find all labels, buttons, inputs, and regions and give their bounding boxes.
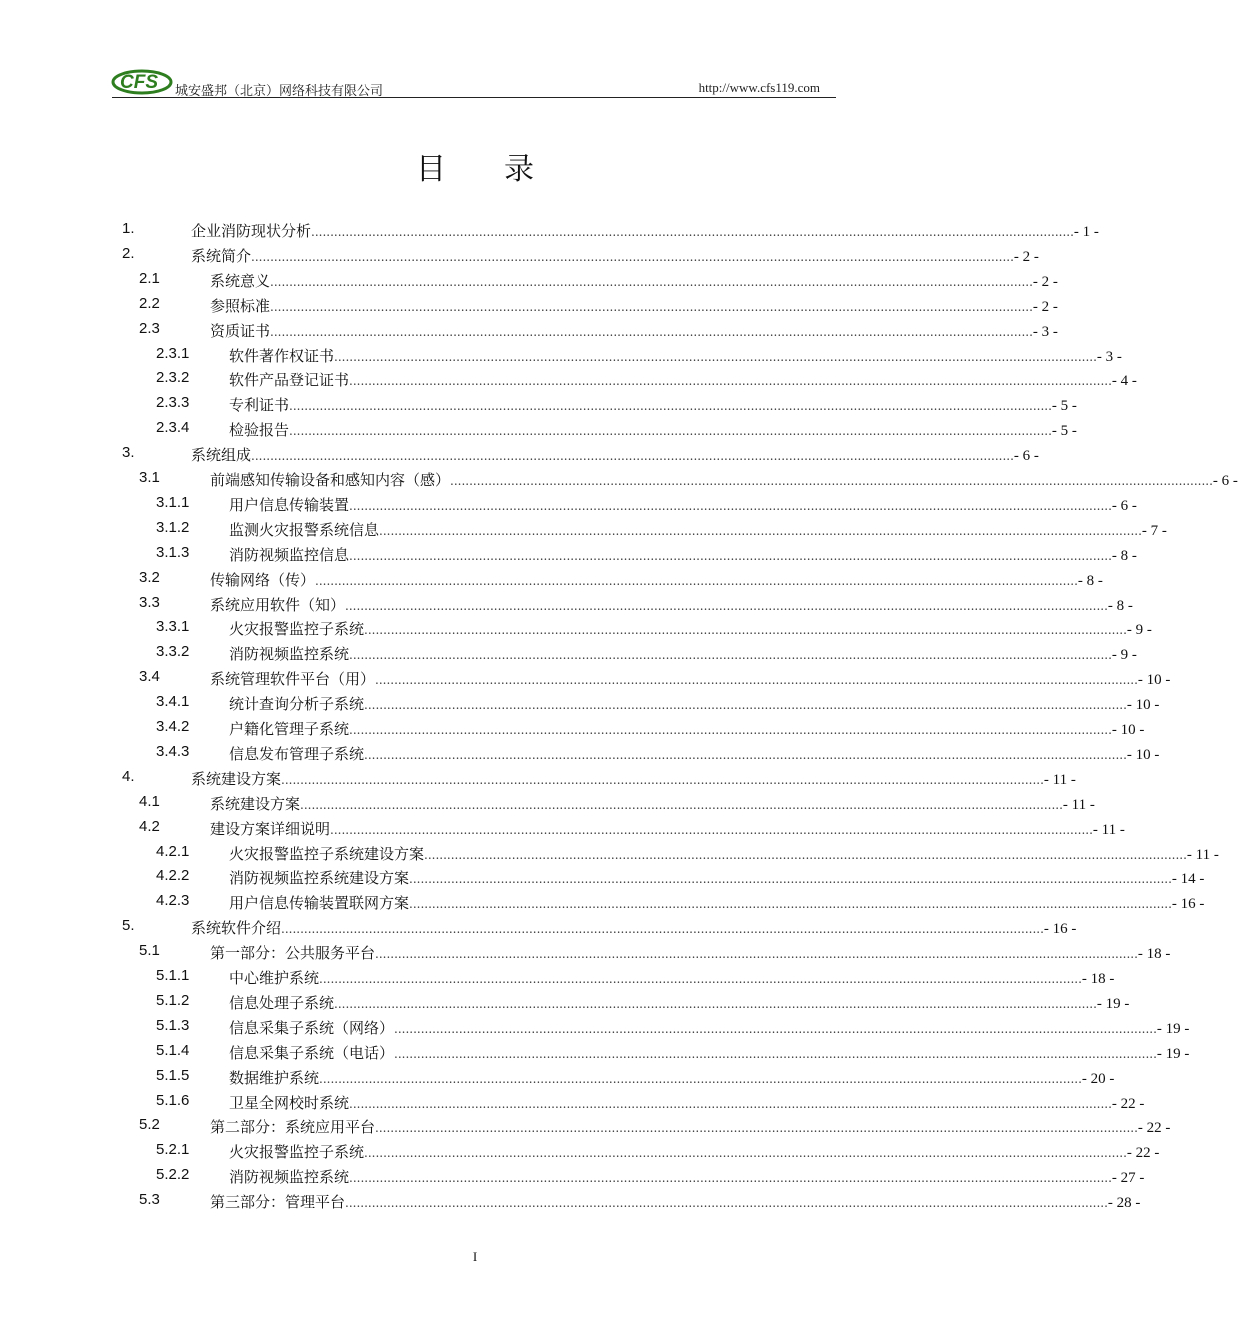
toc-entry-number: 5.2.1 (156, 1141, 190, 1159)
toc-entry[interactable] (0, 990, 1130, 1014)
toc-entry-title: 参照标准 (210, 296, 271, 315)
toc-entry[interactable] (0, 417, 1077, 441)
toc-dot-leader: ........................................................................................................................................................................................................ (450, 474, 1213, 488)
toc-entry-number: 5.1.4 (156, 1041, 190, 1059)
toc-entry[interactable] (0, 542, 1137, 566)
toc-entry-page: - 11 - (1186, 846, 1219, 863)
toc-dot-leader: ........................................................................................................................................................................................................ (375, 673, 1138, 688)
toc-entry-number: 4.2.3 (156, 892, 190, 910)
toc-dot-leader: ........................................................................................................................................................................................................ (364, 623, 1127, 638)
toc-entry-page: - 4 - (1111, 373, 1137, 390)
toc-entry[interactable] (0, 616, 1152, 640)
toc-entry-number: 3.2 (139, 568, 160, 586)
toc-entry[interactable] (0, 1040, 1190, 1064)
toc-entry[interactable] (0, 592, 1133, 616)
toc-dot-leader: ........................................................................................................................................................................................................ (349, 648, 1112, 663)
toc-entry-page: - 1 - (1073, 224, 1099, 240)
toc-dot-leader: ........................................................................................................................................................................................................ (270, 274, 1033, 289)
toc-dot-leader: ........................................................................................................................................................................................................ (375, 947, 1138, 962)
toc-entry-number: 2.3.4 (156, 419, 190, 437)
toc-entry-page: - 10 - (1126, 746, 1160, 763)
toc-entry-title: 系统组成 (191, 446, 252, 465)
toc-entry[interactable] (0, 641, 1137, 665)
toc-dot-leader: ........................................................................................................................................................................................................ (375, 1121, 1138, 1136)
toc-entry-number: 3.3.1 (156, 618, 190, 636)
toc-entry[interactable] (0, 965, 1115, 989)
page-number: I (472, 1249, 478, 1264)
toc-entry-page: - 16 - (1043, 921, 1077, 938)
toc-entry-page: - 5 - (1051, 423, 1077, 440)
toc-entry[interactable] (0, 218, 1099, 242)
toc-entry-title: 火灾报警监控子系统 (229, 1143, 365, 1162)
toc-entry-number: 3.4 (139, 668, 160, 686)
toc-dot-leader: ........................................................................................................................................................................................................ (251, 249, 1014, 264)
toc-entry-number: 3.1.3 (156, 543, 190, 561)
toc-entry-number: 4.1 (139, 792, 160, 810)
toc-entry-title: 系统建设方案 (191, 769, 282, 788)
toc-entry-title: 消防视频监控系统 (229, 645, 350, 664)
toc-entry-number: 3.1.1 (156, 493, 190, 511)
toc-entry-title: 信息发布管理子系统 (229, 744, 365, 763)
toc-entry-title: 户籍化管理子系统 (229, 720, 350, 738)
toc-entry-page: - 8 - (1077, 572, 1103, 589)
toc-entry-title: 信息处理子系统 (229, 993, 335, 1012)
toc-entry-title: 第一部分：公共服务平台 (210, 944, 376, 963)
toc-entry-number: 5.1.6 (156, 1091, 190, 1109)
toc-entry[interactable] (0, 517, 1167, 541)
toc-entry-page: - 19 - (1156, 1020, 1190, 1037)
toc-entry-page: - 20 - (1081, 1070, 1115, 1087)
toc-entry-number: 1. (122, 220, 135, 237)
toc-entry-title: 监测火灾报警系统信息 (229, 520, 380, 539)
toc-dot-leader: ........................................................................................................................................................................................................ (289, 399, 1052, 414)
toc-entry[interactable] (0, 343, 1122, 367)
toc-entry-page: - 11 - (1062, 796, 1095, 813)
toc-entry-page: - 7 - (1141, 522, 1167, 539)
toc-dot-leader: ........................................................................................................................................................................................................ (349, 548, 1112, 563)
toc-dot-leader: ........................................................................................................................................................................................................ (349, 498, 1112, 513)
toc-entry-page: - 10 - (1111, 722, 1145, 738)
toc-dot-leader: ........................................................................................................................................................................................................ (270, 299, 1033, 314)
toc-entry-number: 5.1.2 (156, 991, 190, 1009)
toc-entry[interactable] (0, 865, 1205, 889)
toc-dot-leader: ........................................................................................................................................................................................................ (349, 1096, 1112, 1111)
toc-entry-number: 4. (122, 767, 135, 785)
toc-entry[interactable] (0, 716, 1145, 740)
toc-entry-page: - 22 - (1126, 1145, 1160, 1162)
toc-entry-title: 检验报告 (229, 421, 290, 440)
toc-entry-number: 2.3 (139, 319, 160, 337)
toc-entry[interactable] (0, 492, 1137, 516)
toc-entry[interactable] (0, 791, 1095, 815)
toc-entry-number: 2.3.3 (156, 394, 190, 412)
toc-entry-title: 火灾报警监控子系统 (229, 620, 365, 639)
toc-entry-number: 4.2 (139, 817, 160, 835)
toc-entry-page: - 10 - (1126, 697, 1160, 714)
toc-dot-leader: ........................................................................................................................................................................................................ (270, 324, 1033, 339)
company-url[interactable]: http://www.cfs119.com (698, 80, 820, 95)
toc-entry-page: - 3 - (1032, 323, 1058, 340)
toc-dot-leader: ........................................................................................................................................................................................................ (334, 996, 1097, 1011)
toc-entry-page: - 10 - (1137, 672, 1171, 689)
toc-entry-title: 资质证书 (210, 321, 271, 340)
toc-entry-title: 消防视频监控系统 (229, 1168, 350, 1187)
toc-entry[interactable] (0, 567, 1103, 591)
toc-entry-number: 2.2 (139, 294, 160, 312)
toc-entry-title: 火灾报警监控子系统建设方案 (229, 844, 425, 863)
toc-entry-number: 5.1.3 (156, 1016, 190, 1034)
toc-entry[interactable] (0, 1015, 1190, 1039)
toc-entry-page: - 2 - (1013, 248, 1039, 265)
toc-dot-leader: ........................................................................................................................................................................................................ (319, 1071, 1082, 1086)
toc-entry-page: - 9 - (1111, 647, 1137, 664)
toc-entry-page: - 6 - (1013, 448, 1039, 465)
toc-dot-leader: ........................................................................................................................................................................................................ (251, 449, 1014, 464)
toc-entry[interactable] (0, 841, 1219, 865)
toc-entry[interactable] (0, 816, 1125, 840)
cfs-logo (112, 66, 182, 96)
page-title: 目录 (416, 152, 592, 187)
toc-entry[interactable] (0, 666, 1171, 690)
toc-entry[interactable] (0, 1090, 1145, 1114)
toc-dot-leader: ........................................................................................................................................................................................................ (349, 1171, 1112, 1186)
toc-entry[interactable] (0, 1114, 1171, 1138)
toc-entry-title: 统计查询分析子系统 (229, 695, 365, 714)
header-rule (112, 97, 836, 98)
toc-entry-page: - 2 - (1032, 273, 1058, 290)
toc-entry-number: 3.4.1 (156, 693, 190, 711)
toc-entry-title: 前端感知传输设备和感知内容（感） (210, 471, 451, 489)
toc-dot-leader: ........................................................................................................................................................................................................ (349, 723, 1112, 737)
toc-dot-leader: ........................................................................................................................................................................................................ (394, 1021, 1157, 1036)
toc-entry[interactable] (0, 741, 1160, 765)
toc-dot-leader: ........................................................................................................................................................................................................ (334, 349, 1097, 364)
toc-entry-title: 消防视频监控系统建设方案 (229, 869, 410, 888)
toc-entry[interactable] (0, 766, 1076, 790)
toc-entry-number: 5.1.5 (156, 1066, 190, 1084)
toc-entry[interactable] (0, 1139, 1160, 1163)
toc-entry-page: - 18 - (1137, 946, 1171, 963)
toc-entry-title: 系统意义 (210, 271, 271, 290)
toc-entry-title: 软件产品登记证书 (229, 371, 350, 390)
toc-entry-page: - 19 - (1156, 1045, 1190, 1062)
toc-entry-title: 数据维护系统 (229, 1068, 320, 1087)
toc-entry-number: 4.2.1 (156, 842, 190, 860)
toc-entry-number: 3.3.2 (156, 643, 190, 661)
toc-entry-page: - 18 - (1081, 971, 1115, 987)
toc-entry-title: 消防视频监控信息 (229, 545, 350, 564)
toc-entry-title: 建设方案详细说明 (210, 819, 331, 838)
toc-entry-page: - 28 - (1107, 1195, 1141, 1212)
toc-dot-leader: ........................................................................................................................................................................................................ (300, 797, 1063, 812)
toc-entry[interactable] (0, 442, 1039, 466)
toc-entry-title: 系统简介 (191, 246, 252, 265)
toc-dot-leader: ........................................................................................................................................................................................................ (364, 1146, 1127, 1161)
toc-dot-leader: ........................................................................................................................................................................................................ (319, 972, 1082, 986)
toc-entry-number: 5.3 (139, 1191, 160, 1209)
toc-entry[interactable] (0, 1164, 1145, 1188)
toc-entry-number: 5. (122, 917, 135, 935)
toc-dot-leader: ........................................................................................................................................................................................................ (281, 772, 1044, 787)
toc-entry-number: 5.2.2 (156, 1166, 190, 1184)
toc-entry[interactable] (0, 293, 1058, 317)
toc-dot-leader: ........................................................................................................................................................................................................ (394, 1046, 1157, 1061)
toc-entry-number: 2.3.2 (156, 369, 190, 387)
toc-entry-title: 中心维护系统 (229, 969, 320, 987)
toc-dot-leader: ........................................................................................................................................................................................................ (315, 573, 1078, 588)
toc-dot-leader: ........................................................................................................................................................................................................ (379, 523, 1142, 538)
toc-entry[interactable] (0, 940, 1171, 964)
toc-dot-leader: ........................................................................................................................................................................................................ (311, 225, 1074, 239)
toc-entry-number: 5.2 (139, 1116, 160, 1134)
toc-entry-title: 信息采集子系统（网络） (229, 1018, 395, 1037)
toc-entry-page: - 6 - (1212, 473, 1238, 489)
toc-entry-page: - 8 - (1107, 597, 1133, 614)
toc-dot-leader: ........................................................................................................................................................................................................ (364, 747, 1127, 762)
toc-entry-title: 卫星全网校时系统 (229, 1093, 350, 1112)
toc-dot-leader: ........................................................................................................................................................................................................ (364, 698, 1127, 713)
toc-entry-title: 专利证书 (229, 396, 290, 415)
toc-entry-page: - 22 - (1111, 1095, 1145, 1112)
toc-dot-leader: ........................................................................................................................................................................................................ (345, 598, 1108, 613)
toc-dot-leader: ........................................................................................................................................................................................................ (424, 847, 1187, 862)
toc-entry[interactable] (0, 243, 1039, 267)
toc-entry-title: 第二部分：系统应用平台 (210, 1118, 376, 1137)
toc-entry[interactable] (0, 367, 1137, 391)
toc-entry-page: - 11 - (1043, 771, 1076, 788)
toc-entry-page: - 2 - (1032, 298, 1058, 315)
toc-entry-page: - 6 - (1111, 497, 1137, 514)
svg-text:CFS: CFS (120, 72, 158, 93)
toc-entry-page: - 22 - (1137, 1120, 1171, 1137)
toc-entry-page: - 9 - (1126, 622, 1152, 639)
toc-entry-page: - 27 - (1111, 1170, 1145, 1187)
toc-entry-title: 用户信息传输装置 (229, 495, 350, 514)
toc-entry-number: 3.3 (139, 593, 160, 611)
toc-entry[interactable] (0, 890, 1205, 914)
toc-entry[interactable] (0, 268, 1058, 292)
toc-entry-title: 企业消防现状分析 (191, 222, 312, 240)
toc-entry-page: - 16 - (1171, 896, 1205, 913)
page-header (112, 66, 836, 98)
toc-entry-title: 第三部分：管理平台 (210, 1193, 346, 1212)
toc-entry-number: 2.1 (139, 269, 160, 287)
toc-dot-leader: ........................................................................................................................................................................................................ (330, 822, 1093, 837)
toc-entry-title: 传输网络（传） (210, 570, 316, 589)
toc-entry[interactable] (0, 1189, 1141, 1213)
toc-entry-number: 5.1.1 (156, 967, 190, 984)
toc-entry[interactable] (0, 318, 1058, 342)
toc-entry-title: 系统建设方案 (210, 794, 301, 813)
toc-entry[interactable] (0, 392, 1077, 416)
toc-entry-number: 4.2.2 (156, 867, 190, 885)
toc-entry-number: 3.1.2 (156, 518, 190, 536)
toc-dot-leader: ........................................................................................................................................................................................................ (345, 1196, 1108, 1211)
toc-entry-number: 5.1 (139, 942, 160, 960)
toc-entry[interactable] (0, 467, 1238, 491)
toc-entry-title: 信息采集子系统（电话） (229, 1043, 395, 1062)
toc-entry-page: - 8 - (1111, 547, 1137, 564)
toc-entry-page: - 19 - (1096, 995, 1130, 1012)
toc-dot-leader: ........................................................................................................................................................................................................ (281, 922, 1044, 937)
toc-entry-page: - 3 - (1096, 348, 1122, 365)
toc-entry-number: 3.1 (139, 469, 160, 486)
toc-dot-leader: ........................................................................................................................................................................................................ (409, 872, 1172, 887)
company-name: 城安盛邦（北京）网络科技有限公司 (175, 84, 384, 99)
toc-entry-title: 用户信息传输装置联网方案 (229, 894, 410, 913)
toc-entry-title: 软件著作权证书 (229, 346, 335, 365)
toc-dot-leader: ........................................................................................................................................................................................................ (289, 424, 1052, 439)
toc-entry-number: 3.4.3 (156, 742, 190, 760)
toc-entry-number: 3.4.2 (156, 718, 190, 735)
toc-entry[interactable] (0, 915, 1077, 939)
toc-entry-number: 3. (122, 444, 135, 462)
toc-entry-page: - 14 - (1171, 871, 1205, 888)
toc-entry-title: 系统应用软件（知） (210, 595, 346, 614)
toc-entry-number: 2. (122, 244, 135, 262)
toc-entry[interactable] (0, 1065, 1115, 1089)
toc-entry-title: 系统管理软件平台（用） (210, 670, 376, 689)
toc-entry-number: 2.3.1 (156, 344, 190, 362)
toc-entry-page: - 11 - (1092, 821, 1125, 838)
toc-dot-leader: ........................................................................................................................................................................................................ (349, 374, 1112, 389)
toc-dot-leader: ........................................................................................................................................................................................................ (409, 897, 1172, 912)
toc-entry-title: 系统软件介绍 (191, 919, 282, 938)
toc-entry[interactable] (0, 691, 1160, 715)
toc-entry-page: - 5 - (1051, 398, 1077, 415)
